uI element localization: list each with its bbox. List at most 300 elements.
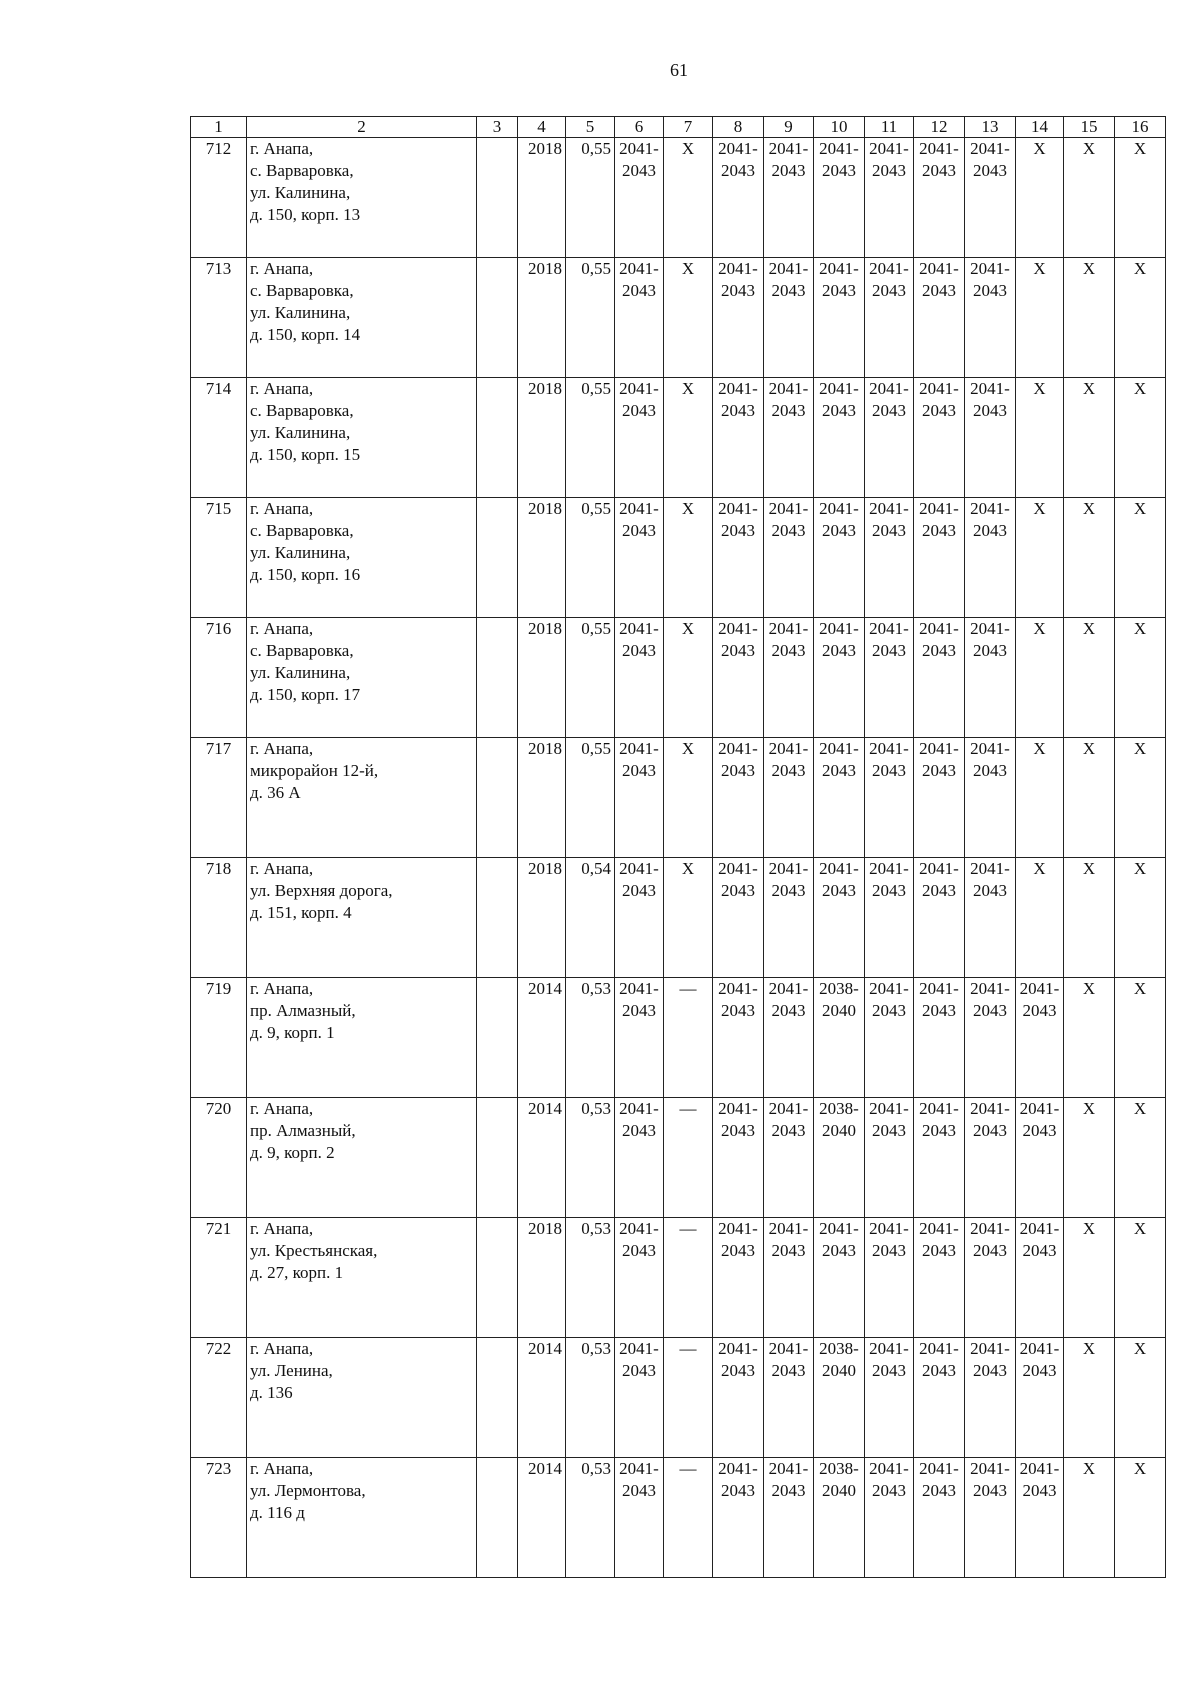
period-cell-line: 2043 xyxy=(922,1121,956,1140)
address-cell-line: ул. Калинина, xyxy=(250,543,351,562)
period-cell xyxy=(615,858,664,978)
period-cell-line: 2043 xyxy=(973,641,1007,660)
period-cell-line: 2041- xyxy=(1019,1099,1060,1118)
period-cell-line: 2041- xyxy=(718,619,758,638)
period-cell-line: 2041- xyxy=(1019,979,1060,998)
period-cell-line: 2043 xyxy=(721,281,755,300)
ratio-cell: 0,55 xyxy=(566,378,615,498)
period-cell-line: 2041- xyxy=(619,379,659,398)
period-cell-line: 2041- xyxy=(970,1099,1010,1118)
address-cell-line: д. 150, корп. 16 xyxy=(250,565,361,584)
period-cell xyxy=(965,1098,1016,1218)
period-cell xyxy=(664,618,713,738)
period-cell xyxy=(764,498,814,618)
address-cell-line: с. Варваровка, xyxy=(250,401,354,420)
row-number: 716 xyxy=(191,618,247,738)
period-cell-line: 2043 xyxy=(622,1001,656,1020)
period-cell xyxy=(1016,498,1064,618)
period-cell xyxy=(1016,1098,1064,1218)
period-cell-line: X xyxy=(681,739,695,758)
row-number: 719 xyxy=(191,978,247,1098)
address-cell-line: д. 36 А xyxy=(250,783,301,802)
address-cell-line: ул. Крестьянская, xyxy=(250,1241,378,1260)
period-cell-line: 2043 xyxy=(872,1001,906,1020)
period-cell xyxy=(965,498,1016,618)
period-cell-line: 2041- xyxy=(970,979,1010,998)
mark-cell: X xyxy=(1115,138,1166,258)
period-cell-line: 2043 xyxy=(973,281,1007,300)
col-3-cell xyxy=(477,1458,518,1578)
period-cell-line: 2041- xyxy=(768,979,809,998)
col-3-cell xyxy=(477,258,518,378)
period-cell-line: 2043 xyxy=(1022,1121,1057,1140)
address-cell xyxy=(247,498,477,618)
period-cell-line: 2043 xyxy=(771,1361,806,1380)
period-cell xyxy=(664,978,713,1098)
address-cell-line: д. 116 д xyxy=(250,1503,305,1522)
period-cell-line: 2043 xyxy=(822,401,856,420)
period-cell-line: 2043 xyxy=(822,881,856,900)
period-cell xyxy=(664,1458,713,1578)
period-cell xyxy=(1016,618,1064,738)
col-3-cell xyxy=(477,498,518,618)
period-cell-line: X xyxy=(1033,379,1046,398)
period-cell-line: X xyxy=(681,619,695,638)
year-cell: 2018 xyxy=(518,618,566,738)
column-header: 1 xyxy=(191,117,247,138)
period-cell-line: X xyxy=(681,139,695,158)
year-cell: 2018 xyxy=(518,1218,566,1338)
period-cell xyxy=(865,138,914,258)
address-cell-line: с. Варваровка, xyxy=(250,161,354,180)
period-cell xyxy=(814,1218,865,1338)
column-header: 10 xyxy=(814,117,865,138)
period-cell-line: 2043 xyxy=(872,401,906,420)
period-cell xyxy=(865,1458,914,1578)
period-cell xyxy=(814,498,865,618)
period-cell xyxy=(615,618,664,738)
period-cell-line: 2041- xyxy=(619,1099,659,1118)
period-cell-line: 2041- xyxy=(619,1339,659,1358)
column-header: 3 xyxy=(477,117,518,138)
period-cell xyxy=(713,1338,764,1458)
period-cell xyxy=(764,378,814,498)
period-cell-line: 2040 xyxy=(822,1361,856,1380)
year-cell: 2014 xyxy=(518,1338,566,1458)
address-cell-line: ул. Калинина, xyxy=(250,303,351,322)
period-cell xyxy=(664,498,713,618)
period-cell xyxy=(865,978,914,1098)
period-cell-line: 2041- xyxy=(919,499,959,518)
period-cell xyxy=(664,138,713,258)
row-number: 722 xyxy=(191,1338,247,1458)
year-cell: 2014 xyxy=(518,1458,566,1578)
period-cell-line: 2041- xyxy=(619,979,659,998)
period-cell xyxy=(865,858,914,978)
period-cell-line: 2041- xyxy=(869,379,909,398)
period-cell-line: 2041- xyxy=(919,379,959,398)
period-cell-line: 2043 xyxy=(1022,1481,1057,1500)
period-cell xyxy=(764,1218,814,1338)
period-cell-line: X xyxy=(1033,499,1046,518)
period-cell-line: 2043 xyxy=(973,881,1007,900)
period-cell xyxy=(814,1458,865,1578)
period-cell-line: 2043 xyxy=(872,641,906,660)
row-number: 720 xyxy=(191,1098,247,1218)
col-3-cell xyxy=(477,138,518,258)
period-cell-line: 2041- xyxy=(919,1099,959,1118)
address-cell-line: г. Анапа, xyxy=(250,1459,314,1478)
period-cell xyxy=(664,378,713,498)
column-header: 9 xyxy=(764,117,814,138)
period-cell-line: X xyxy=(1033,859,1046,878)
col-3-cell xyxy=(477,1338,518,1458)
period-cell xyxy=(865,1098,914,1218)
row-number: 712 xyxy=(191,138,247,258)
address-cell xyxy=(247,978,477,1098)
period-cell-line: 2041- xyxy=(970,1459,1010,1478)
period-cell-line: 2043 xyxy=(822,641,856,660)
period-cell xyxy=(1016,1338,1064,1458)
period-cell-line: 2043 xyxy=(622,641,656,660)
table-row xyxy=(191,498,1166,618)
address-cell-line: г. Анапа, xyxy=(250,1219,314,1238)
ratio-cell: 0,55 xyxy=(566,258,615,378)
mark-cell: X xyxy=(1115,1458,1166,1578)
period-cell xyxy=(814,378,865,498)
period-cell-line: 2041- xyxy=(718,1459,758,1478)
address-cell-line: г. Анапа, xyxy=(250,1339,314,1358)
period-cell-line: 2041- xyxy=(619,859,659,878)
period-cell xyxy=(1016,858,1064,978)
period-cell xyxy=(1016,738,1064,858)
period-cell xyxy=(965,378,1016,498)
period-cell-line: 2041- xyxy=(869,1099,909,1118)
period-cell-line: 2043 xyxy=(922,1241,956,1260)
period-cell-line: 2041- xyxy=(819,379,859,398)
address-cell-line: д. 9, корп. 1 xyxy=(250,1023,335,1042)
period-cell-line: 2041- xyxy=(619,139,659,158)
mark-cell: X xyxy=(1115,1098,1166,1218)
period-cell-line: 2043 xyxy=(771,1121,806,1140)
ratio-cell: 0,53 xyxy=(566,1458,615,1578)
period-cell xyxy=(1016,1458,1064,1578)
mark-cell: X xyxy=(1115,258,1166,378)
period-cell xyxy=(615,498,664,618)
period-cell xyxy=(965,138,1016,258)
period-cell xyxy=(965,858,1016,978)
period-cell-line: 2041- xyxy=(970,739,1010,758)
col-3-cell xyxy=(477,978,518,1098)
period-cell-line: 2043 xyxy=(872,1121,906,1140)
year-cell: 2018 xyxy=(518,858,566,978)
year-cell: 2018 xyxy=(518,378,566,498)
address-cell xyxy=(247,618,477,738)
period-cell-line: 2041- xyxy=(718,139,758,158)
period-cell xyxy=(814,1338,865,1458)
period-cell-line: 2043 xyxy=(1022,1001,1057,1020)
period-cell xyxy=(713,618,764,738)
address-cell-line: г. Анапа, xyxy=(250,1099,314,1118)
period-cell-line: 2043 xyxy=(822,281,856,300)
period-cell xyxy=(914,1218,965,1338)
period-cell xyxy=(865,1338,914,1458)
period-cell-line: 2041- xyxy=(919,979,959,998)
address-cell-line: микрорайон 12-й, xyxy=(250,761,379,780)
table-row xyxy=(191,378,1166,498)
period-cell xyxy=(615,738,664,858)
period-cell-line: 2038- xyxy=(819,979,859,998)
period-cell-line: 2041- xyxy=(819,1219,859,1238)
period-cell xyxy=(713,498,764,618)
period-cell xyxy=(914,858,965,978)
period-cell-line: 2043 xyxy=(721,401,755,420)
period-cell-line: 2041- xyxy=(869,499,909,518)
period-cell-line: 2043 xyxy=(872,1241,906,1260)
mark-cell: X xyxy=(1115,858,1166,978)
period-cell-line: 2043 xyxy=(922,881,956,900)
period-cell-line: 2041- xyxy=(970,139,1010,158)
mark-cell: X xyxy=(1064,738,1115,858)
address-cell-line: д. 27, корп. 1 xyxy=(250,1263,344,1282)
period-cell-line: 2041- xyxy=(869,1459,909,1478)
address-cell xyxy=(247,858,477,978)
mark-cell: X xyxy=(1064,978,1115,1098)
period-cell xyxy=(713,1218,764,1338)
period-cell-line: 2043 xyxy=(771,1241,806,1260)
period-cell xyxy=(814,738,865,858)
period-cell xyxy=(865,378,914,498)
period-cell-line: — xyxy=(679,1099,697,1118)
period-cell-line: 2038- xyxy=(819,1099,859,1118)
period-cell xyxy=(914,258,965,378)
table-row xyxy=(191,858,1166,978)
period-cell-line: 2041- xyxy=(718,739,758,758)
period-cell xyxy=(814,138,865,258)
header-row xyxy=(191,117,1166,138)
period-cell xyxy=(615,378,664,498)
mark-cell: X xyxy=(1064,1218,1115,1338)
address-cell-line: с. Варваровка, xyxy=(250,521,354,540)
period-cell-line: 2043 xyxy=(771,521,806,540)
period-cell-line: 2041- xyxy=(819,739,859,758)
address-cell-line: г. Анапа, xyxy=(250,979,314,998)
period-cell-line: 2043 xyxy=(922,521,956,540)
period-cell-line: 2043 xyxy=(721,1361,755,1380)
period-cell-line: 2040 xyxy=(822,1481,856,1500)
address-cell-line: ул. Калинина, xyxy=(250,423,351,442)
column-header: 14 xyxy=(1016,117,1064,138)
period-cell-line: 2041- xyxy=(970,1339,1010,1358)
address-cell-line: д. 150, корп. 14 xyxy=(250,325,361,344)
period-cell-line: 2041- xyxy=(718,1099,758,1118)
period-cell-line: 2043 xyxy=(973,1241,1007,1260)
ratio-cell: 0,53 xyxy=(566,978,615,1098)
period-cell-line: 2043 xyxy=(721,881,755,900)
period-cell-line: 2043 xyxy=(622,1361,656,1380)
period-cell xyxy=(713,978,764,1098)
period-cell-line: X xyxy=(1033,259,1046,278)
period-cell xyxy=(914,138,965,258)
period-cell-line: — xyxy=(679,1219,697,1238)
period-cell-line: 2043 xyxy=(622,881,656,900)
period-cell-line: 2041- xyxy=(919,259,959,278)
period-cell-line: 2041- xyxy=(768,499,809,518)
period-cell-line: 2043 xyxy=(622,521,656,540)
table-row xyxy=(191,1218,1166,1338)
period-cell-line: 2043 xyxy=(872,1361,906,1380)
column-header: 8 xyxy=(713,117,764,138)
period-cell-line: 2041- xyxy=(1019,1339,1060,1358)
table-row xyxy=(191,1098,1166,1218)
column-header: 11 xyxy=(865,117,914,138)
period-cell-line: 2041- xyxy=(919,139,959,158)
period-cell-line: 2041- xyxy=(869,1219,909,1238)
row-number: 714 xyxy=(191,378,247,498)
column-header: 7 xyxy=(664,117,713,138)
page-number: 61 xyxy=(670,60,688,80)
period-cell-line: X xyxy=(681,379,695,398)
period-cell xyxy=(615,978,664,1098)
address-cell xyxy=(247,1338,477,1458)
year-cell: 2018 xyxy=(518,138,566,258)
period-cell xyxy=(764,738,814,858)
column-header: 15 xyxy=(1064,117,1115,138)
period-cell-line: 2041- xyxy=(919,1459,959,1478)
period-cell-line: 2040 xyxy=(822,1001,856,1020)
period-cell xyxy=(914,618,965,738)
period-cell-line: 2041- xyxy=(970,1219,1010,1238)
period-cell-line: — xyxy=(679,979,697,998)
period-cell-line: 2043 xyxy=(721,1121,755,1140)
address-cell xyxy=(247,138,477,258)
column-header: 6 xyxy=(615,117,664,138)
period-cell xyxy=(713,1098,764,1218)
period-cell-line: 2043 xyxy=(622,1481,656,1500)
period-cell-line: 2043 xyxy=(922,761,956,780)
period-cell xyxy=(764,978,814,1098)
period-cell-line: 2043 xyxy=(771,1481,806,1500)
period-cell xyxy=(713,858,764,978)
address-cell-line: ул. Ленина, xyxy=(250,1361,333,1380)
period-cell xyxy=(615,258,664,378)
column-header: 16 xyxy=(1115,117,1166,138)
period-cell xyxy=(713,738,764,858)
period-cell-line: 2041- xyxy=(919,1219,959,1238)
period-cell xyxy=(664,1338,713,1458)
mark-cell: X xyxy=(1115,978,1166,1098)
period-cell-line: 2043 xyxy=(822,1241,856,1260)
mark-cell: X xyxy=(1064,618,1115,738)
table-row xyxy=(191,1458,1166,1578)
period-cell xyxy=(965,1218,1016,1338)
period-cell xyxy=(764,1098,814,1218)
period-cell-line: 2041- xyxy=(768,379,809,398)
period-cell-line: 2043 xyxy=(721,161,755,180)
address-cell-line: ул. Лермонтова, xyxy=(250,1481,366,1500)
period-cell xyxy=(764,858,814,978)
mark-cell: X xyxy=(1115,1218,1166,1338)
year-cell: 2018 xyxy=(518,258,566,378)
table-row xyxy=(191,978,1166,1098)
address-cell-line: г. Анапа, xyxy=(250,139,314,158)
period-cell-line: X xyxy=(1033,739,1046,758)
mark-cell: X xyxy=(1064,1338,1115,1458)
address-cell xyxy=(247,258,477,378)
period-cell-line: 2041- xyxy=(619,1219,659,1238)
address-cell-line: г. Анапа, xyxy=(250,739,314,758)
period-cell-line: — xyxy=(679,1459,697,1478)
period-cell-line: 2041- xyxy=(768,259,809,278)
period-cell xyxy=(764,138,814,258)
period-cell xyxy=(764,1338,814,1458)
row-number: 713 xyxy=(191,258,247,378)
period-cell xyxy=(914,378,965,498)
mark-cell: X xyxy=(1064,1098,1115,1218)
period-cell-line: 2043 xyxy=(771,1001,806,1020)
period-cell-line: 2043 xyxy=(771,641,806,660)
period-cell xyxy=(713,138,764,258)
address-cell xyxy=(247,1098,477,1218)
period-cell-line: 2043 xyxy=(622,1241,656,1260)
period-cell-line: 2043 xyxy=(973,161,1007,180)
mark-cell: X xyxy=(1064,858,1115,978)
period-cell xyxy=(664,258,713,378)
ratio-cell: 0,54 xyxy=(566,858,615,978)
period-cell xyxy=(914,1338,965,1458)
table-body xyxy=(191,138,1166,1578)
year-cell: 2014 xyxy=(518,1098,566,1218)
table-row xyxy=(191,738,1166,858)
period-cell-line: 2041- xyxy=(768,139,809,158)
period-cell xyxy=(914,978,965,1098)
period-cell xyxy=(615,1218,664,1338)
period-cell xyxy=(914,738,965,858)
period-cell-line: 2041- xyxy=(619,1459,659,1478)
col-3-cell xyxy=(477,858,518,978)
period-cell xyxy=(764,258,814,378)
period-cell-line: 2043 xyxy=(973,761,1007,780)
year-cell: 2018 xyxy=(518,498,566,618)
period-cell xyxy=(1016,378,1064,498)
period-cell xyxy=(1016,258,1064,378)
year-cell: 2014 xyxy=(518,978,566,1098)
mark-cell: X xyxy=(1064,498,1115,618)
period-cell-line: 2043 xyxy=(872,761,906,780)
period-cell xyxy=(814,858,865,978)
period-cell-line: 2043 xyxy=(622,161,656,180)
mark-cell: X xyxy=(1115,1338,1166,1458)
table-row xyxy=(191,1338,1166,1458)
period-cell-line: 2041- xyxy=(718,499,758,518)
address-cell xyxy=(247,1218,477,1338)
period-cell-line: 2043 xyxy=(922,281,956,300)
period-cell-line: 2041- xyxy=(970,859,1010,878)
address-cell-line: с. Варваровка, xyxy=(250,641,354,660)
period-cell-line: 2038- xyxy=(819,1459,859,1478)
period-cell-line: X xyxy=(681,859,695,878)
period-cell-line: 2043 xyxy=(872,521,906,540)
period-cell-line: 2041- xyxy=(768,1099,809,1118)
period-cell-line: 2041- xyxy=(718,379,758,398)
period-cell-line: 2041- xyxy=(919,1339,959,1358)
period-cell xyxy=(1016,138,1064,258)
period-cell-line: X xyxy=(1033,619,1046,638)
period-cell-line: 2043 xyxy=(872,1481,906,1500)
period-cell-line: 2041- xyxy=(819,499,859,518)
period-cell-line: 2041- xyxy=(919,859,959,878)
period-cell-line: 2043 xyxy=(973,1361,1007,1380)
